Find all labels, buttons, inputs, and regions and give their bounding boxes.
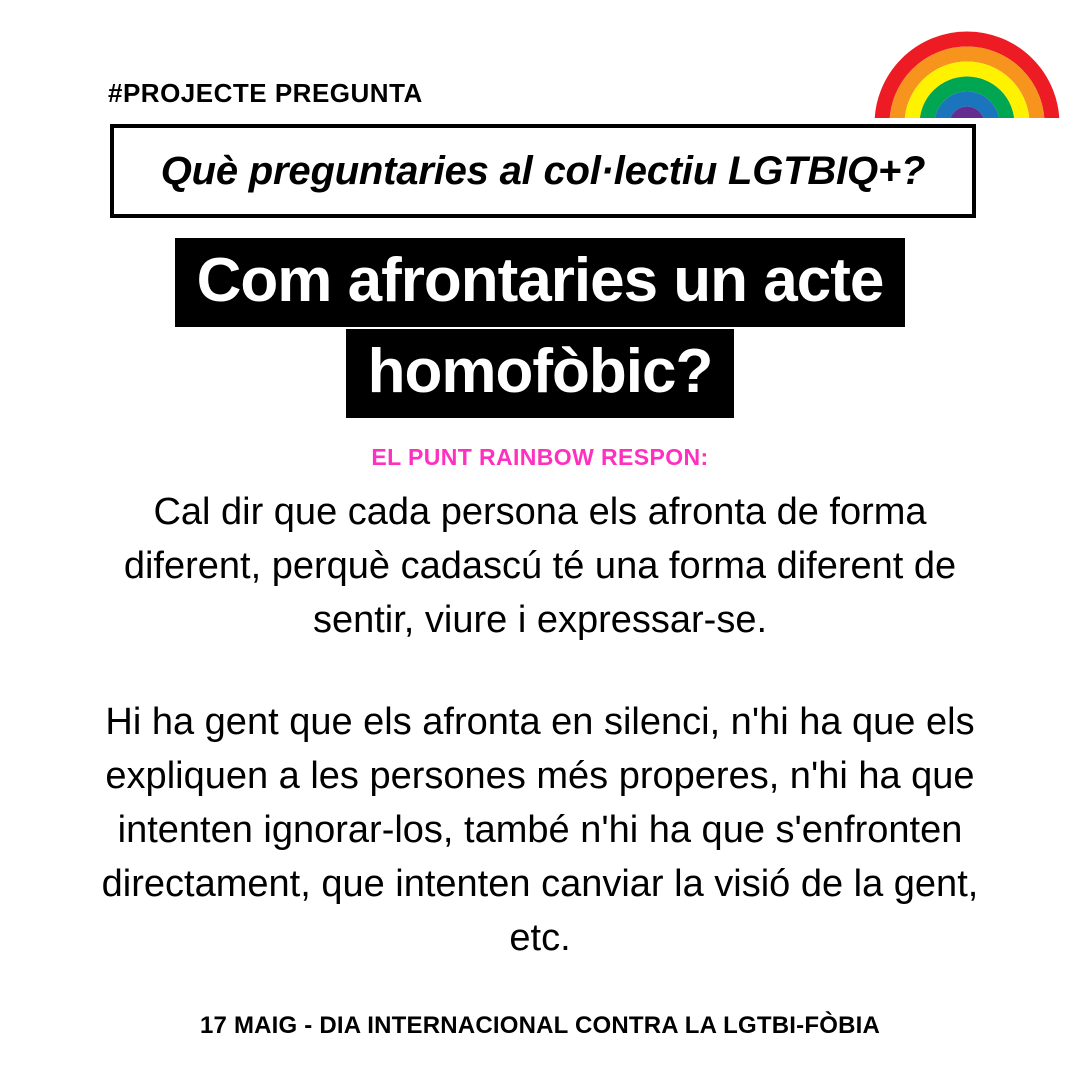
- answer-paragraph: Cal dir que cada persona els afronta de forma diferent, perquè cadascú té una forma diferent de sentir, viure i expressar-se.: [123, 491, 957, 641]
- headline-line-1: Com afrontaries un acte: [175, 238, 906, 327]
- footer-text: 17 MAIG - DIA INTERNACIONAL CONTRA LA LGTBI-FÒBIA: [200, 1012, 880, 1039]
- answer-body: [90, 486, 990, 966]
- headline-block: [0, 238, 1080, 420]
- answer-label: EL PUNT RAINBOW RESPON:: [371, 444, 709, 470]
- project-hashtag: #PROJECTE PREGUNTA: [108, 78, 423, 108]
- headline-line-2: homofòbic?: [346, 329, 735, 418]
- headline-row: [0, 329, 1080, 418]
- answer-paragraph: Hi ha gent que els afronta en silenci, n'hi ha que els expliquen a les persones més properes, n'hi ha que intenten ignorar-los, també n'hi ha que s'enfronten directament, que intenten canviar la visió de la gent, etc.: [101, 700, 979, 959]
- rainbow-arc-icon: [872, 14, 1062, 118]
- headline-row: [0, 238, 1080, 327]
- framed-question-text: Què preguntaries al col·lectiu LGTBIQ+?: [160, 148, 926, 193]
- framed-question-box: [110, 124, 976, 218]
